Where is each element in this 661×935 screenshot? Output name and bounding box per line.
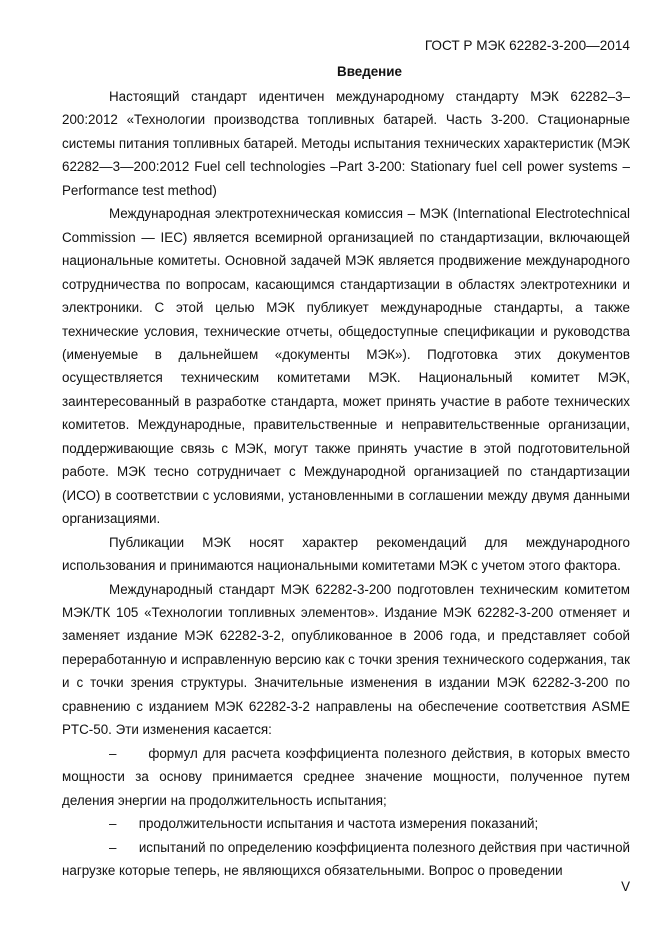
list-item [62, 836, 630, 883]
list-item [62, 742, 630, 812]
dash-marker: – [109, 839, 117, 855]
section-title: Введение [337, 64, 402, 79]
paragraph-iec-description: Международная электротехническая комиссия – МЭК (International Electrotechnical Commission — IEC) является всемирной организацией по стандартизации, включающей национальные комитеты. Основной задачей МЭК является продвижение международного сотрудничества по вопросам, касающимся стандартизации в областях электротехники и электроники. С этой целью МЭК публикует международные стандарты, а также технические условия, технические отчеты, общедоступные спецификации и руководства (именуемые в дальнейшем «документы МЭК»). Подготовка этих документов осуществляется техническим комитетами МЭК. Национальный комитет МЭК, заинтересованный в разработке стандарта, может принять участие в работе технических комитетов. Международные, правительственные и неправительственные организации, поддерживающие связь с МЭК, могут также принять участие в этой подготовительной работе. МЭК тесно сотрудничает с Международной организацией по стандартизации (ИСО) в соответствии с условиями, установленными в соглашении между двумя данными организациями. [62, 206, 630, 527]
paragraph-publications: Публикации МЭК носят характер рекомендаций для международного использования и принимаются национальными комитетами МЭК с учетом этого фактора. [62, 534, 630, 574]
paragraph-standard-identity: Настоящий стандарт идентичен международному стандарту МЭК 62282–3–200:2012 «Технологии производства топливных батарей. Часть 3-200. Стационарные системы питания топливных батарей. Методы испытания технических характеристик (МЭК 62282—3—200:2012 Fuel cell technologies –Part 3-200: Stationary fuel cell power systems – Performance test method) [62, 89, 630, 198]
document-code-header: ГОСТ Р МЭК 62282-3-200—2014 [424, 38, 630, 53]
list-item-text: испытаний по определению коэффициента полезного действия при частичной нагрузке которые теперь, не являющихся обязательными. Вопрос о проведении [62, 839, 630, 878]
list-item [62, 812, 630, 835]
list-item-text: продолжительности испытания и частота измерения показаний; [138, 816, 539, 832]
document-body [62, 85, 630, 882]
list-item-text: формул для расчета коэффициента полезного действия, в которых вместо мощности за основу принимается среднее значение мощности, полученное путем деления энергии на продолжительность испытания; [62, 745, 630, 808]
dash-marker: – [109, 745, 117, 761]
paragraph-changes-intro: Международный стандарт МЭК 62282-3-200 подготовлен техническим комитетом МЭК/ТК 105 «Технологии топливных элементов». Издание МЭК 62282-3-200 отменяет и заменяет издание МЭК 62282-3-2, опубликованное в 2006 года, и представляет собой переработанную и исправленную версию как с точки зрения технического содержания, так и с точки зрения структуры. Значительные изменения в издании МЭК 62282-3-200 по сравнению с изданием МЭК 62282-3-2 направлены на обеспечение соответствия ASME PTC-50. Эти изменения касается: [62, 581, 630, 738]
dash-marker: – [109, 816, 117, 832]
page-number: V [621, 879, 630, 894]
